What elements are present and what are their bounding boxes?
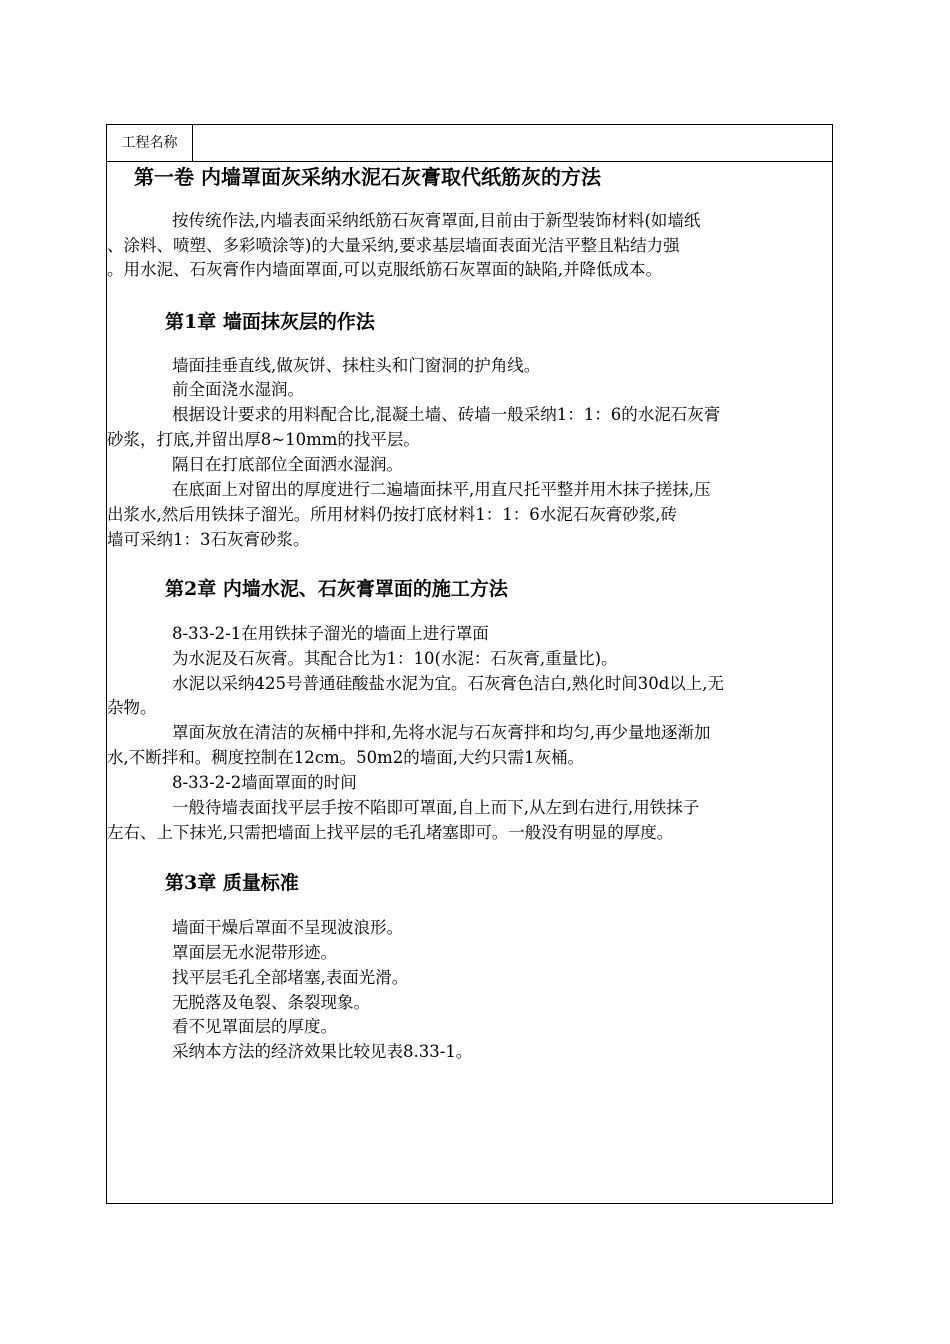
chapter-1-line: 墙可采纳1：3石灰膏砂浆。 — [107, 530, 310, 549]
chapter-2-title: 第2章 内墙水泥、石灰膏罩面的施工方法 — [165, 578, 508, 600]
volume-title: 第一卷 内墙罩面灰采纳水泥石灰膏取代纸筋灰的方法 — [134, 165, 601, 189]
chapter-2-line: 为水泥及石灰膏。其配合比为1：10(水泥：石灰膏,重量比)。 — [172, 649, 618, 668]
chapter-1-line: 墙面挂垂直线,做灰饼、抹柱头和门窗洞的护角线。 — [172, 356, 541, 375]
chapter-1-line: 出浆水,然后用铁抹子溜光。所用材料仍按打底材料1：1：6水泥石灰膏砂浆,砖 — [107, 505, 677, 524]
chapter-2-line: 杂物。 — [107, 698, 157, 717]
chapter-3-line: 墙面干燥后罩面不呈现波浪形。 — [172, 918, 403, 937]
project-name-value — [193, 125, 832, 161]
intro-line: 。用水泥、石灰膏作内墙面罩面,可以克服纸筋石灰罩面的缺陷,并降低成本。 — [107, 260, 662, 279]
chapter-1-line: 砂浆，打底,并留出厚8~10mm的找平层。 — [107, 430, 420, 449]
chapter-3-line: 无脱落及龟裂、条裂现象。 — [172, 993, 370, 1012]
chapter-1-line: 根据设计要求的用料配合比,混凝土墙、砖墙一般采纳1：1：6的水泥石灰膏 — [172, 405, 721, 424]
chapter-2-line: 8-33-2-2墙面罩面的时间 — [172, 773, 357, 792]
chapter-1-line: 隔日在打底部位全面洒水湿润。 — [172, 455, 403, 474]
chapter-2-line: 一般待墙表面找平层手按不陷即可罩面,自上而下,从左到右进行,用铁抹子 — [172, 798, 700, 817]
chapter-1-line: 前全面浇水湿润。 — [172, 380, 304, 399]
chapter-2-line: 罩面灰放在清洁的灰桶中拌和,先将水泥与石灰膏拌和均匀,再少量地逐渐加 — [172, 723, 711, 742]
project-name-label: 工程名称 — [107, 125, 193, 161]
chapter-2-line: 8-33-2-1在用铁抹子溜光的墙面上进行罩面 — [172, 624, 489, 643]
chapter-2-line: 左右、上下抹光,只需把墙面上找平层的毛孔堵塞即可。一般没有明显的厚度。 — [107, 823, 674, 842]
document-frame — [106, 124, 833, 1204]
chapter-3-line: 找平层毛孔全部堵塞,表面光滑。 — [172, 968, 409, 987]
chapter-2-line: 水,不断拌和。稠度控制在12cm。50m2的墙面,大约只需1灰桶。 — [107, 748, 585, 767]
header-row — [107, 125, 832, 162]
chapter-3-line: 看不见罩面层的厚度。 — [172, 1017, 337, 1036]
intro-line: 、涂料、喷塑、多彩喷涂等)的大量采纳,要求基层墙面表面光洁平整且粘结力强 — [107, 236, 680, 255]
chapter-1-line: 在底面上对留出的厚度进行二遍墙面抹平,用直尺托平整并用木抹子搓抹,压 — [172, 480, 711, 499]
chapter-3-title: 第3章 质量标准 — [165, 872, 299, 894]
intro-line: 按传统作法,内墙表面采纳纸筋石灰膏罩面,目前由于新型装饰材料(如墙纸 — [172, 211, 701, 230]
chapter-2-line: 水泥以采纳425号普通硅酸盐水泥为宜。石灰膏色洁白,熟化时间30d以上,无 — [172, 674, 725, 693]
chapter-1-title: 第1章 墙面抹灰层的作法 — [165, 311, 375, 333]
chapter-3-line: 罩面层无水泥带形迹。 — [172, 943, 337, 962]
chapter-3-line: 采纳本方法的经济效果比较见表8.33-1。 — [172, 1042, 473, 1061]
